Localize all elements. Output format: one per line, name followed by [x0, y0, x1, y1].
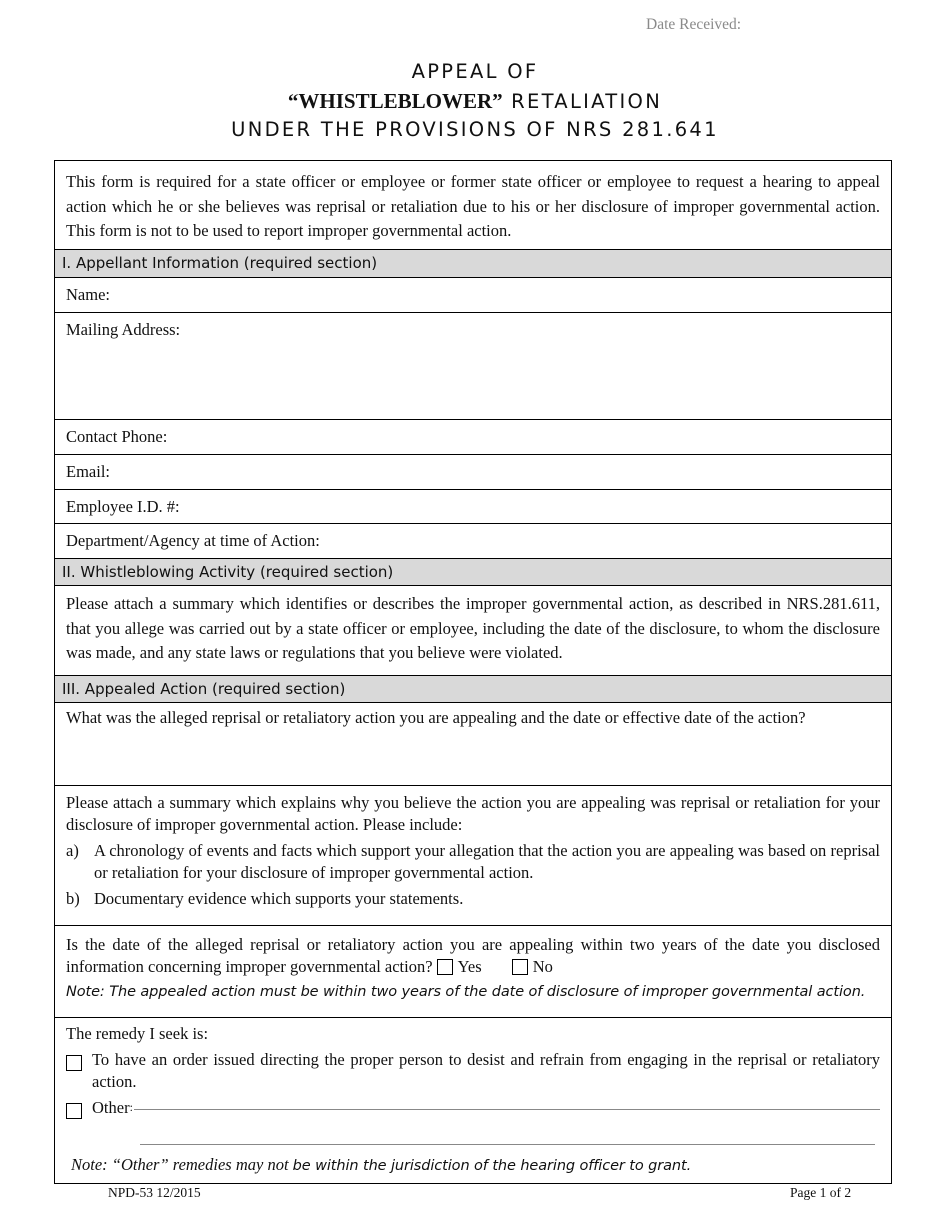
page-title: [0, 58, 950, 145]
remedy-heading: The remedy I seek is:: [66, 1024, 209, 1043]
remedy-note: [71, 1155, 880, 1175]
remedy-other-input-line-1[interactable]: [134, 1097, 880, 1110]
no-label: No: [532, 956, 553, 976]
remedy-note-serif: Note: “Other” remedies may not: [71, 1154, 289, 1174]
section-1-heading: I. Appellant Information (required section): [55, 250, 891, 278]
remedy-other-colon: :: [129, 1100, 133, 1114]
section-3-heading: III. Appealed Action (required section): [55, 676, 891, 703]
list-text-b: Documentary evidence which supports your statements.: [94, 889, 464, 908]
remedy-other: [66, 1097, 880, 1122]
intro-text: This form is required for a state officer or employee or former state officer or employee to request a hearing to appeal action which he or she believes was reprisal or retaliation due to his or her disclosure of improper governmental action. This form is not to be used to report improper governmental action.: [55, 161, 891, 250]
remedy-note-sans: be within the jurisdiction of the hearing officer to grant.: [292, 1157, 692, 1174]
list-item-b: [66, 888, 880, 910]
date-received-label: Date Received:: [646, 16, 742, 33]
remedy-option-1-text: To have an order issued directing the proper person to desist and refrain from engaging in the reprisal or retaliatory action.: [92, 1050, 880, 1091]
title-line-3: UNDER THE PROVISIONS OF NRS 281.641: [231, 118, 719, 141]
name-label: Name:: [66, 285, 110, 304]
two-year-question: [66, 934, 880, 977]
title-whistleblower: “WHISTLEBLOWER”: [287, 88, 503, 113]
name-field[interactable]: [55, 278, 891, 313]
list-item-a: [66, 840, 880, 883]
section-2-heading: II. Whistleblowing Activity (required section): [55, 559, 891, 586]
remedy-other-input-line-2[interactable]: [140, 1122, 875, 1145]
two-year-note: Note: The appealed action must be within two years of the date of disclosure of improper governmental action.: [66, 984, 866, 1000]
two-year-question-text: Is the date of the alleged reprisal or retaliatory action you are appealing within two years of the date you disclosed information concerning improper governmental action?: [66, 935, 880, 976]
title-line-2: [0, 87, 950, 117]
summary-intro: Please attach a summary which explains why you believe the action you are appealing was reprisal or retaliation for your disclosure of improper governmental action. Please include:: [66, 793, 880, 834]
email-label: Email:: [66, 462, 110, 481]
remedy-other-label: Other: [92, 1098, 130, 1117]
remedy-option-1: [66, 1049, 880, 1092]
summary-block: [55, 786, 891, 926]
list-marker-a: a): [66, 841, 79, 860]
appealed-action-question-text: What was the alleged reprisal or retaliatory action you are appealing and the date or effective date of the action?: [66, 708, 806, 727]
mailing-address-field[interactable]: [55, 313, 891, 420]
employee-id-label: Employee I.D. #:: [66, 497, 180, 516]
yes-label: Yes: [457, 956, 482, 976]
list-marker-b: b): [66, 889, 80, 908]
mailing-address-label: Mailing Address:: [66, 320, 181, 339]
form-id: NPD-53 12/2015: [108, 1185, 201, 1200]
department-label: Department/Agency at time of Action:: [66, 531, 320, 550]
page-number: Page 1 of 2: [790, 1185, 852, 1200]
appeal-form: [54, 160, 892, 1184]
section-2-text: Please attach a summary which identifies or describes the improper governmental action, as described in NRS.281.611, that you allege was carried out by a state officer or employee, including the date of the disclosure, to whom the disclosure was made, and any state laws or regulations that you believe were violated.: [55, 586, 891, 676]
no-checkbox[interactable]: [512, 959, 528, 975]
remedy-block: [55, 1018, 891, 1183]
title-line-1: APPEAL OF: [411, 60, 539, 83]
list-text-a: A chronology of events and facts which support your allegation that the action you are appealing was based on reprisal or retaliation for your disclosure of improper governmental action.: [94, 841, 880, 882]
email-field[interactable]: [55, 455, 891, 490]
appealed-action-question[interactable]: [55, 703, 891, 786]
remedy-other-checkbox[interactable]: [66, 1103, 82, 1119]
department-field[interactable]: [55, 524, 891, 559]
title-retaliation: RETALIATION: [511, 89, 663, 113]
remedy-option-1-checkbox[interactable]: [66, 1055, 82, 1071]
employee-id-field[interactable]: [55, 490, 891, 524]
contact-phone-field[interactable]: [55, 420, 891, 455]
contact-phone-label: Contact Phone:: [66, 427, 168, 446]
two-year-block: [55, 926, 891, 1018]
yes-checkbox[interactable]: [437, 959, 453, 975]
